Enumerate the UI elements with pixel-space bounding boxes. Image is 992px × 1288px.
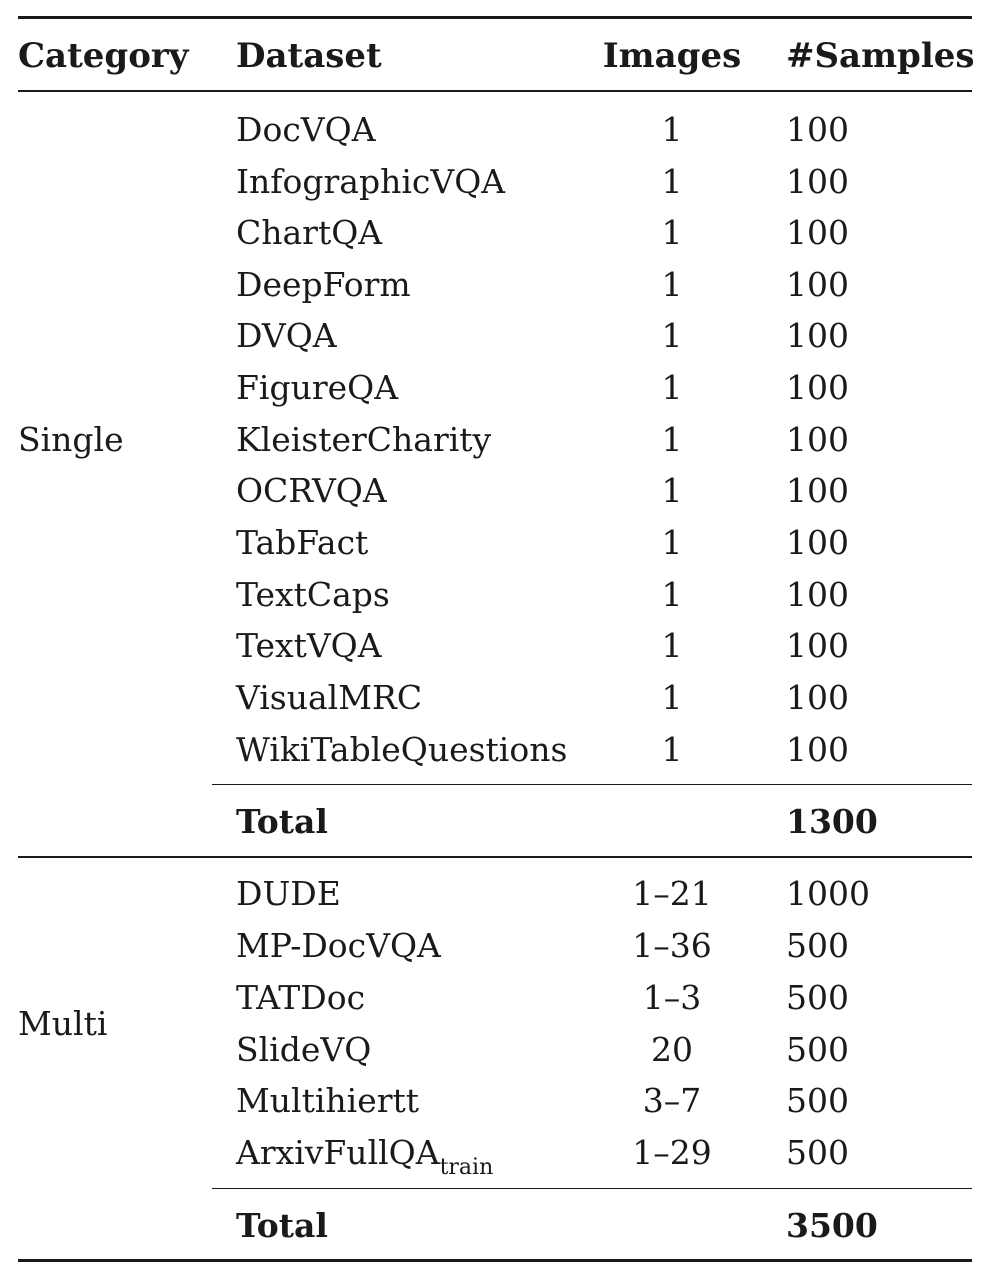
subtotal-rule xyxy=(212,784,972,785)
group-rule xyxy=(18,856,972,858)
dataset-name: DocVQA xyxy=(236,110,376,149)
dataset-name: TabFact xyxy=(236,523,369,562)
samples-count: 500 xyxy=(786,1133,849,1172)
dataset-name-base: ArxivFullQA xyxy=(236,1133,440,1172)
images-count: 1 xyxy=(661,626,683,665)
images-count: 1 xyxy=(661,420,683,459)
images-count: 20 xyxy=(651,1030,693,1069)
dataset-name: TATDoc xyxy=(236,978,366,1017)
images-count: 1 xyxy=(661,110,683,149)
samples-count: 500 xyxy=(786,978,849,1017)
top-rule xyxy=(18,16,972,19)
total-value: 3500 xyxy=(786,1206,878,1245)
samples-count: 100 xyxy=(786,730,849,769)
header-images: Images xyxy=(602,36,742,76)
dataset-name: TextCaps xyxy=(236,575,390,614)
subtotal-rule xyxy=(212,1188,972,1189)
images-count: 1 xyxy=(661,523,683,562)
header-dataset: Dataset xyxy=(236,36,382,76)
bottom-rule xyxy=(18,1259,972,1262)
samples-count: 100 xyxy=(786,265,849,304)
dataset-name: DeepForm xyxy=(236,265,411,304)
total-value: 1300 xyxy=(786,802,878,841)
dataset-name: SlideVQ xyxy=(236,1030,372,1069)
images-count: 1 xyxy=(661,575,683,614)
images-count: 1 xyxy=(661,162,683,201)
images-count: 1 xyxy=(661,316,683,355)
total-label: Total xyxy=(236,1206,328,1245)
dataset-name: TextVQA xyxy=(236,626,382,665)
dataset-name: ChartQA xyxy=(236,213,383,252)
samples-count: 100 xyxy=(786,162,849,201)
dataset-name: InfographicVQA xyxy=(236,162,506,201)
images-count: 1–3 xyxy=(642,978,702,1017)
samples-count: 100 xyxy=(786,678,849,717)
images-count: 1–21 xyxy=(632,874,712,913)
dataset-name xyxy=(236,1133,494,1180)
total-label: Total xyxy=(236,802,328,841)
images-count: 1 xyxy=(661,213,683,252)
images-count: 1 xyxy=(661,730,683,769)
category-multi: Multi xyxy=(18,1004,108,1043)
samples-count: 1000 xyxy=(786,874,870,913)
dataset-name: MP-DocVQA xyxy=(236,926,441,965)
header-samples: #Samples xyxy=(786,36,975,76)
images-count: 1 xyxy=(661,265,683,304)
samples-count: 100 xyxy=(786,523,849,562)
samples-count: 100 xyxy=(786,213,849,252)
images-count: 1–29 xyxy=(632,1133,712,1172)
images-count: 1 xyxy=(661,368,683,407)
samples-count: 100 xyxy=(786,420,849,459)
header-rule xyxy=(18,90,972,92)
dataset-name: KleisterCharity xyxy=(236,420,492,459)
images-count: 1 xyxy=(661,471,683,510)
header-category: Category xyxy=(18,36,189,76)
samples-count: 100 xyxy=(786,316,849,355)
images-count: 3–7 xyxy=(642,1081,702,1120)
dataset-subscript: train xyxy=(439,1155,494,1180)
samples-count: 500 xyxy=(786,1030,849,1069)
samples-count: 500 xyxy=(786,926,849,965)
dataset-name: DVQA xyxy=(236,316,337,355)
category-single: Single xyxy=(18,420,124,459)
dataset-name: DUDE xyxy=(236,874,341,913)
dataset-name: FigureQA xyxy=(236,368,399,407)
images-count: 1–36 xyxy=(632,926,712,965)
samples-count: 100 xyxy=(786,626,849,665)
dataset-name: VisualMRC xyxy=(236,678,423,717)
samples-count: 500 xyxy=(786,1081,849,1120)
samples-count: 100 xyxy=(786,471,849,510)
dataset-name: WikiTableQuestions xyxy=(236,730,568,769)
samples-count: 100 xyxy=(786,110,849,149)
dataset-name: Multihiertt xyxy=(236,1081,420,1120)
dataset-name: OCRVQA xyxy=(236,471,387,510)
images-count: 1 xyxy=(661,678,683,717)
samples-count: 100 xyxy=(786,575,849,614)
samples-count: 100 xyxy=(786,368,849,407)
